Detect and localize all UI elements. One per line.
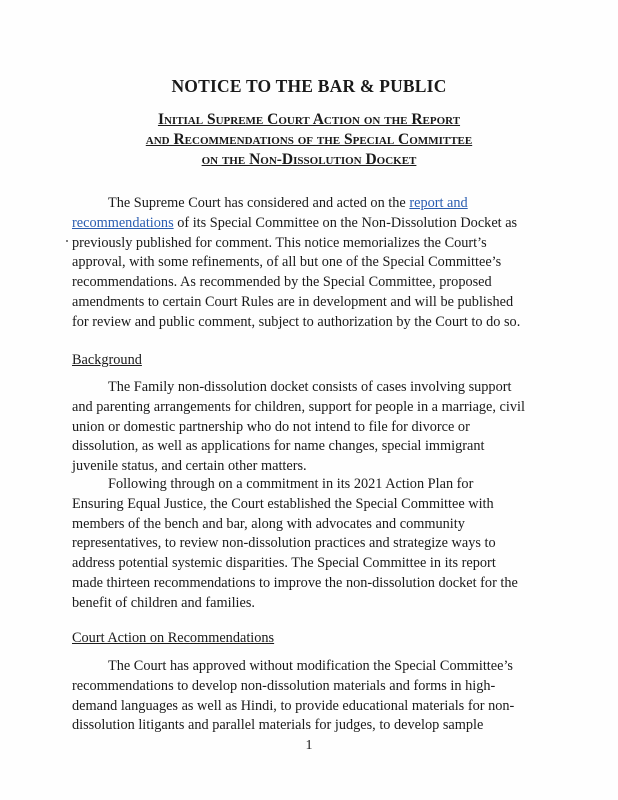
text-line: dissolution litigants and parallel materials for judges, to develop sample <box>72 717 484 734</box>
subtitle-line: Initial Supreme Court Action on the Report <box>157 111 461 128</box>
intro-line: The Supreme Court has considered and acted on the report and <box>108 195 468 211</box>
text-line: Ensuring Equal Justice, the Court established the Special Committee with <box>72 495 494 512</box>
text-line: representatives, to review non-dissolution practices and strategize ways to <box>72 535 496 552</box>
intro-line: previously published for comment. This notice memorializes the Court’s <box>72 234 487 251</box>
background-paragraph-1 <box>72 378 552 477</box>
court-action-paragraph-1 <box>72 657 552 736</box>
text-line: juvenile status, and certain other matters. <box>72 458 307 475</box>
background-heading: Background <box>72 352 142 368</box>
text-line: benefit of children and families. <box>72 594 256 611</box>
text-line: Following through on a commitment in its 2021 Action Plan for <box>108 476 474 492</box>
text-line: The Family non-dissolution docket consists of cases involving support <box>108 379 512 395</box>
text-line: address potential systemic disparities. The Special Committee in its report <box>72 555 496 572</box>
text-line: dissolution, as well as applications for name changes, special immigrant <box>72 438 485 455</box>
subtitle-line: and Recommendations of the Special Committee <box>145 131 473 148</box>
page-number: 1 <box>305 738 313 753</box>
background-paragraph-2 <box>72 475 552 614</box>
scan-speck <box>66 240 68 242</box>
intro-paragraph <box>72 194 552 333</box>
subtitle-line: on the Non-Dissolution Docket <box>201 151 417 168</box>
intro-line: amendments to certain Court Rules are in development and will be published <box>72 293 514 310</box>
text-line: and parenting arrangements for children, support for people in a marriage, civil <box>72 398 525 415</box>
text-line: members of the bench and bar, along with advocates and community <box>72 515 465 532</box>
intro-line: approval, with some refinements, of all but one of the Special Committee’s <box>72 254 502 271</box>
text-line: The Court has approved without modification the Special Committee’s <box>108 658 513 674</box>
text-line: demand languages as well as Hindi, to provide educational materials for non- <box>72 697 515 714</box>
text-line: made thirteen recommendations to improve the non-dissolution docket for the <box>72 574 518 591</box>
intro-line: recommendations. As recommended by the Special Committee, proposed <box>72 274 492 291</box>
report-link[interactable]: report and <box>409 195 468 211</box>
intro-line: for review and public comment, subject to authorization by the Court to do so. <box>72 313 521 330</box>
notice-subtitle <box>0 110 618 170</box>
text-line: recommendations to develop non-dissolution materials and forms in high- <box>72 677 496 694</box>
intro-line: recommendations of its Special Committee on the Non-Dissolution Docket as <box>72 214 518 231</box>
recommendations-link[interactable]: recommendations <box>72 214 174 231</box>
notice-title: NOTICE TO THE BAR & PUBLIC <box>171 76 447 96</box>
text-line: union or domestic partnership who do not intend to file for divorce or <box>72 418 470 435</box>
court-action-heading: Court Action on Recommendations <box>72 630 275 646</box>
